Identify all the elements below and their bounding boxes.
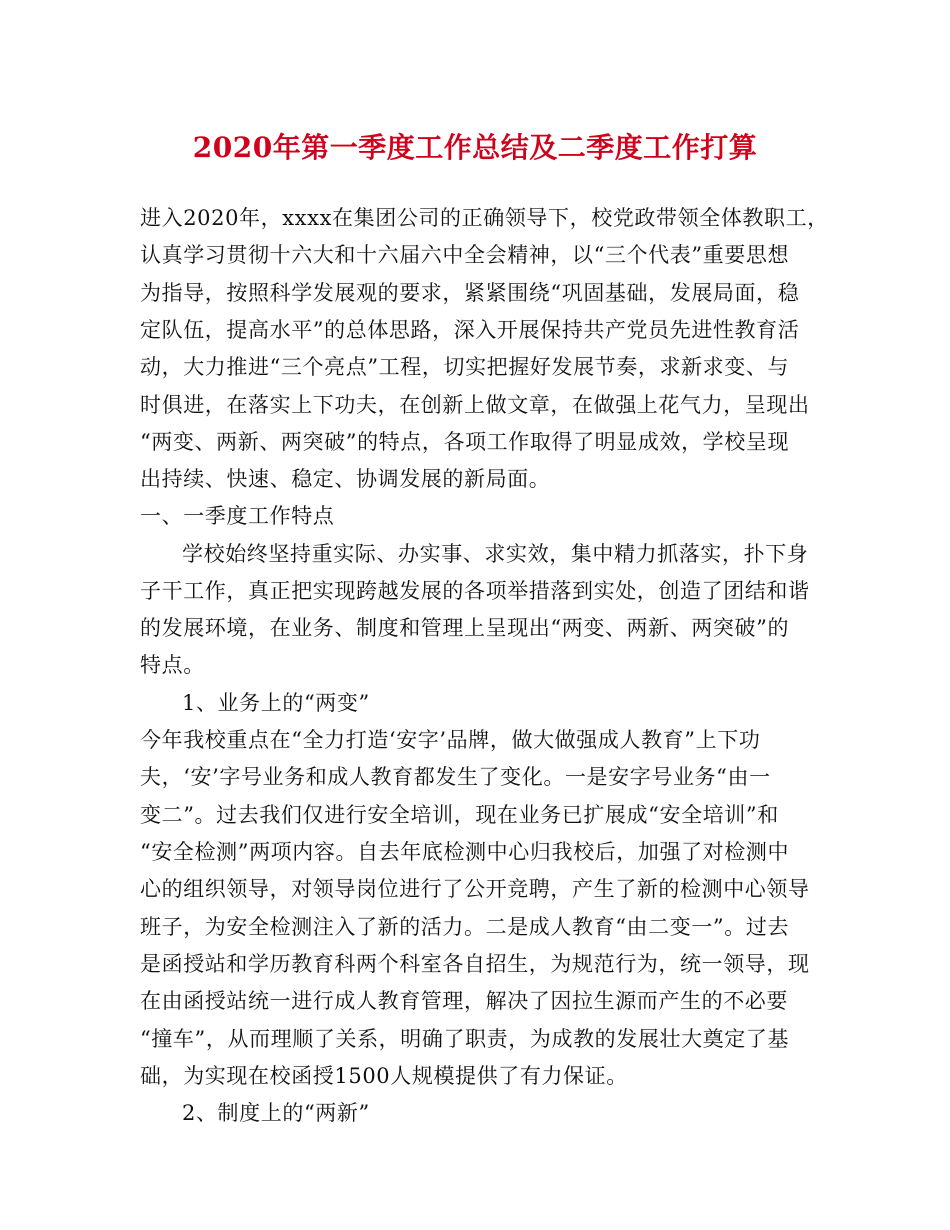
- paragraph-line: 今年我校重点在“全力打造‘安字’品牌，做大做强成人教育”上下功: [140, 728, 761, 752]
- paragraph-line: “安全检测”两项内容。自去年底检测中心归我校后，加强了对检测中: [140, 840, 790, 864]
- paragraph-line: 子干工作，真正把实现跨越发展的各项举措落到实处，创造了团结和谐: [140, 579, 810, 603]
- paragraph-line: 动，大力推进“三个亮点”工程，切实把握好发展节奏，求新求变、与: [140, 355, 790, 379]
- paragraph-line: 心的组织领导，对领导岗位进行了公开竞聘，产生了新的检测中心领导: [140, 877, 810, 901]
- paragraph-line: 认真学习贯彻十六大和十六届六中全会精神，以“三个代表”重要思想: [140, 243, 790, 267]
- paragraph-line: 在由函授站统一进行成人教育管理，解决了因拉生源而产生的不必要: [140, 989, 788, 1013]
- subsection-heading: 1、业务上的“两变”: [182, 691, 370, 715]
- paragraph-line: 定队伍，提高水平”的总体思路，深入开展保持共产党员先进性教育活: [140, 318, 800, 342]
- paragraph-line: “撞车”，从而理顺了关系，明确了职责，为成教的发展壮大奠定了基: [140, 1027, 790, 1051]
- paragraph-line: 变二”。过去我们仅进行安全培训，现在业务已扩展成“安全培训”和: [140, 803, 779, 827]
- section-heading: 一、一季度工作特点: [140, 504, 335, 528]
- paragraph-line: 是函授站和学历教育科两个科室各自招生，为规范行为，统一领导，现: [140, 952, 810, 976]
- paragraph-line: 出持续、快速、稳定、协调发展的新局面。: [140, 467, 551, 491]
- paragraph-line: 特点。: [140, 653, 205, 677]
- paragraph-line: 夫，‘安’字号业务和成人教育都发生了变化。一是安字号业务“由一: [140, 765, 771, 789]
- paragraph-line: 础，为实现在校函授1500人规模提供了有力保证。: [140, 1064, 628, 1088]
- paragraph-line: 为指导，按照科学发展观的要求，紧紧围绕“巩固基础，发展局面，稳: [140, 281, 800, 305]
- document-title: 2020年第一季度工作总结及二季度工作打算: [192, 131, 758, 164]
- subsection-heading: 2、制度上的“两新”: [182, 1101, 370, 1125]
- paragraph-line: 时俱进，在落实上下功夫，在创新上做文章，在做强上花气力，呈现出: [140, 393, 810, 417]
- paragraph-line: “两变、两新、两突破”的特点，各项工作取得了明显成效，学校呈现: [140, 430, 790, 454]
- paragraph-line: 进入2020年，xxxx在集团公司的正确领导下，校党政带领全体教职工，: [140, 206, 829, 230]
- paragraph-line: 学校始终坚持重实际、办实事、求实效，集中精力抓落实，扑下身: [182, 542, 809, 566]
- paragraph-line: 的发展环境，在业务、制度和管理上呈现出“两变、两新、两突破”的: [140, 616, 790, 640]
- paragraph-line: 班子，为安全检测注入了新的活力。二是成人教育“由二变一”。过去: [140, 915, 790, 939]
